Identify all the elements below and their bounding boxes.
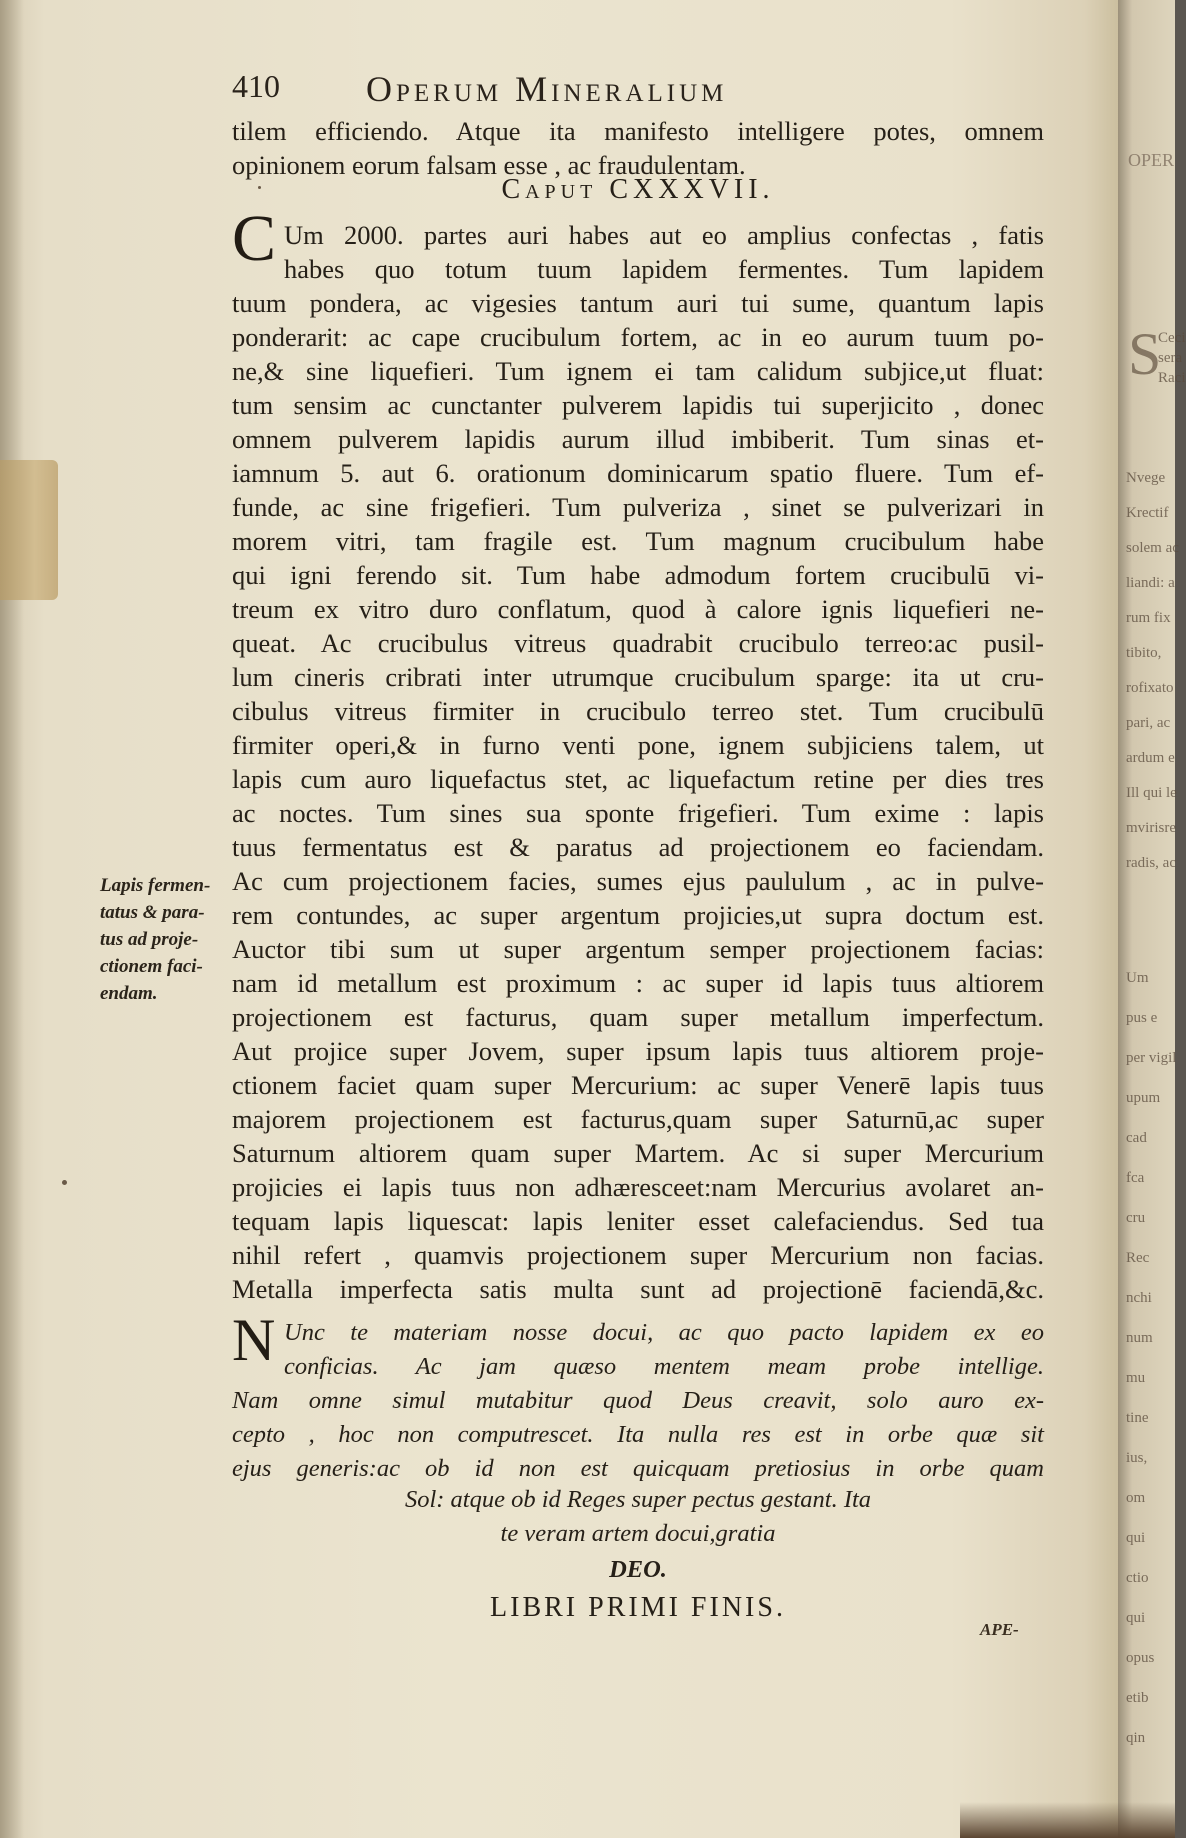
text-line: Aut projice super Jovem, super ipsum lapis tuus altiorem proje- <box>232 1036 1044 1066</box>
facing-text-fragment: solem ac <box>1126 540 1179 556</box>
facing-text-fragment: om <box>1126 1490 1146 1506</box>
text-line: rem contundes, ac super argentum projicies,ut supra doctum est. <box>232 900 1044 930</box>
facing-text-fragment: Nvege <box>1126 470 1166 486</box>
text-line: queat. Ac crucibulus vitreus quadrabit crucibulo terreo:ac pusil- <box>232 628 1044 658</box>
facing-text-fragment: mvirisre <box>1126 820 1176 836</box>
margin-note-line: ctionem faci- <box>100 956 203 977</box>
facing-text-fragment: upum <box>1126 1090 1161 1106</box>
facing-text-fragment: cru <box>1126 1210 1146 1226</box>
text-line: Nam omne simul mutabitur quod Deus creavit, solo auro ex- <box>232 1387 1044 1414</box>
closing-center-line: DEO. <box>609 1556 667 1583</box>
facing-text-fragment: Raci <box>1158 370 1186 386</box>
text-line: ponderarit: ac cape crucibulum fortem, ac in eo aurum tuum po- <box>232 322 1044 352</box>
text-line: tilem efficiendo. Atque ita manifesto intelligere potes, omnem <box>232 116 1044 146</box>
text-line: majorem projectionem est facturus,quam super Saturnū,ac super <box>232 1104 1044 1134</box>
facing-text-fragment: Ceci <box>1158 330 1186 346</box>
page-tab-marker <box>0 460 58 600</box>
facing-text-fragment: rofixato <box>1126 680 1174 696</box>
facing-text-fragment: mu <box>1126 1370 1146 1386</box>
text-line: Ac cum projectionem facies, sumes ejus paululum , ac in pulve- <box>232 866 1044 896</box>
facing-page-edge <box>1118 0 1186 1838</box>
drop-capital: C <box>232 202 277 275</box>
text-line: iamnum 5. aut 6. orationum dominicarum spatio fluere. Tum ef- <box>232 458 1044 488</box>
facing-text-fragment: ctio <box>1126 1570 1149 1586</box>
facing-text-fragment: ardum e <box>1126 750 1175 766</box>
facing-text-fragment: per vigil <box>1126 1050 1177 1066</box>
margin-note <box>100 872 228 1007</box>
text-line: omnem pulverem lapidis aurum illud imbiberit. Tum sinas et- <box>232 424 1044 454</box>
text-line: projectionem est facturus, quam super metallum imperfectum. <box>232 1002 1044 1032</box>
text-line: qui igni ferendo sit. Tum habe admodum fortem crucibulū vi- <box>232 560 1044 590</box>
text-line: Auctor tibi sum ut super argentum semper projectionem facias: <box>232 934 1044 964</box>
text-line: lapis cum auro liquefactus stet, ac liquefactum retine per dies tres <box>232 764 1044 794</box>
margin-note-line: tus ad proje- <box>100 929 199 950</box>
facing-text-fragment: tine <box>1126 1410 1149 1426</box>
margin-note-line: endam. <box>100 983 158 1004</box>
facing-text-fragment: etib <box>1126 1690 1149 1706</box>
facing-text-fragment: qui <box>1126 1530 1146 1546</box>
text-line: tuus fermentatus est & paratus ad projectionem eo faciendam. <box>232 832 1044 862</box>
facing-text-fragment: qui <box>1126 1610 1146 1626</box>
facing-text-fragment: nchi <box>1126 1290 1152 1306</box>
facing-text-fragment: Rec <box>1126 1250 1150 1266</box>
text-line: lum cineris cribrati inter utrumque crucibulum sparge: ita ut cru- <box>232 662 1044 692</box>
text-line: Unc te materiam nosse docui, ac quo pacto lapidem ex eo <box>284 1319 1044 1346</box>
text-line: nihil refert , quamvis projectionem super Mercurium non facias. <box>232 1240 1044 1270</box>
text-line: ne,& sine liquefieri. Tum ignem ei tam calidum subjice,ut fluat: <box>232 356 1044 386</box>
book-end-title: LIBRI PRIMI FINIS. <box>490 1592 786 1623</box>
text-line: cepto , hoc non computrescet. Ita nulla res est in orbe quæ sit <box>232 1421 1044 1448</box>
facing-text-fragment: fca <box>1126 1170 1145 1186</box>
facing-text-fragment: tibito, <box>1126 645 1162 661</box>
facing-text-fragment: Ill qui le <box>1126 785 1177 801</box>
facing-text-fragment: ius, <box>1126 1450 1148 1466</box>
text-line: cibulus vitreus firmiter in crucibulo terreo stet. Tum crucibulū <box>232 696 1044 726</box>
text-line: tum sensim ac cunctanter pulverem lapidis tui superjicito , donec <box>232 390 1044 420</box>
facing-drop-capital: S <box>1128 321 1162 387</box>
text-line: firmiter operi,& in furno venti pone, ignem subjiciens talem, ut <box>232 730 1044 760</box>
facing-running-head: OPER <box>1128 150 1175 170</box>
page-number: 410 <box>232 68 280 104</box>
closing-center-line: Sol: atque ob id Reges super pectus gestant. Ita <box>404 1486 872 1513</box>
text-line: opinionem eorum falsam esse , ac fraudulentam. <box>232 150 746 180</box>
ink-speck <box>258 186 261 189</box>
closing-drop-capital: N <box>232 1307 276 1373</box>
facing-text-fragment: Krectif <box>1126 505 1169 521</box>
text-line: Metalla imperfecta satis multa sunt ad projectionē faciendā,&c. <box>232 1274 1044 1304</box>
text-line: nam id metallum est proximum : ac super id lapis tuus altiorem <box>232 968 1044 998</box>
page-edge-shadow <box>960 1802 1175 1838</box>
facing-text-fragment: rum fix <box>1126 610 1171 626</box>
facing-text-fragment: Um <box>1126 970 1149 986</box>
facing-text-fragment: pus e <box>1126 1010 1158 1026</box>
text-line: morem vitri, tam fragile est. Tum magnum crucibulum habe <box>232 526 1044 556</box>
running-head: Operum Mineralium <box>366 69 728 109</box>
page-header <box>232 66 972 112</box>
facing-text-fragment: liandi: a <box>1126 575 1175 591</box>
ink-speck <box>62 1180 67 1185</box>
facing-text-fragment: pari, ac <box>1126 715 1171 731</box>
text-line: tequam lapis liquescat: lapis leniter esset calefaciendus. Sed tua <box>232 1206 1044 1236</box>
text-line: projicies ei lapis tuus non adhæresceet:nam Mercurius avolaret an- <box>232 1172 1044 1202</box>
text-line: ctionem faciet quam super Mercurium: ac super Venerē lapis tuus <box>232 1070 1044 1100</box>
text-line: conficias. Ac jam quæso mentem meam probe intellige. <box>284 1353 1044 1380</box>
text-line: Um 2000. partes auri habes aut eo amplius confectas , fatis <box>284 220 1044 250</box>
text-line: ejus generis:ac ob id non est quicquam pretiosius in orbe quam <box>232 1455 1044 1482</box>
text-line: tuum pondera, ac vigesies tantum auri tui sume, quantum lapis <box>232 288 1044 318</box>
text-line: habes quo totum tuum lapidem fermentes. Tum lapidem <box>284 254 1044 284</box>
margin-note-line: tatus & para- <box>100 902 205 923</box>
facing-text-fragment: radis, ac <box>1126 855 1176 871</box>
facing-text-fragment: sera <box>1158 350 1183 366</box>
margin-note-line: Lapis fermen- <box>100 875 211 896</box>
text-line: funde, ac sine frigefieri. Tum pulveriza , sinet se pulverizari in <box>232 492 1044 522</box>
facing-text-fragment: cad <box>1126 1130 1147 1146</box>
facing-text-fragment: num <box>1126 1330 1153 1346</box>
text-line: treum ex vitro duro conflatum, quod à calore ignis liquefieri ne- <box>232 594 1044 624</box>
closing-center-line: te veram artem docui,gratia <box>500 1520 776 1547</box>
facing-text-fragment: qin <box>1126 1730 1146 1746</box>
chapter-heading: Caput CXXXVII. <box>501 174 775 205</box>
text-line: ac noctes. Tum sines sua sponte frigefieri. Tum exime : lapis <box>232 798 1044 828</box>
text-line: Saturnum altiorem quam super Martem. Ac si super Mercurium <box>232 1138 1044 1168</box>
facing-text-fragment: opus <box>1126 1650 1155 1666</box>
gutter-shadow <box>0 0 24 1838</box>
catchword: APE- <box>980 1620 1019 1639</box>
